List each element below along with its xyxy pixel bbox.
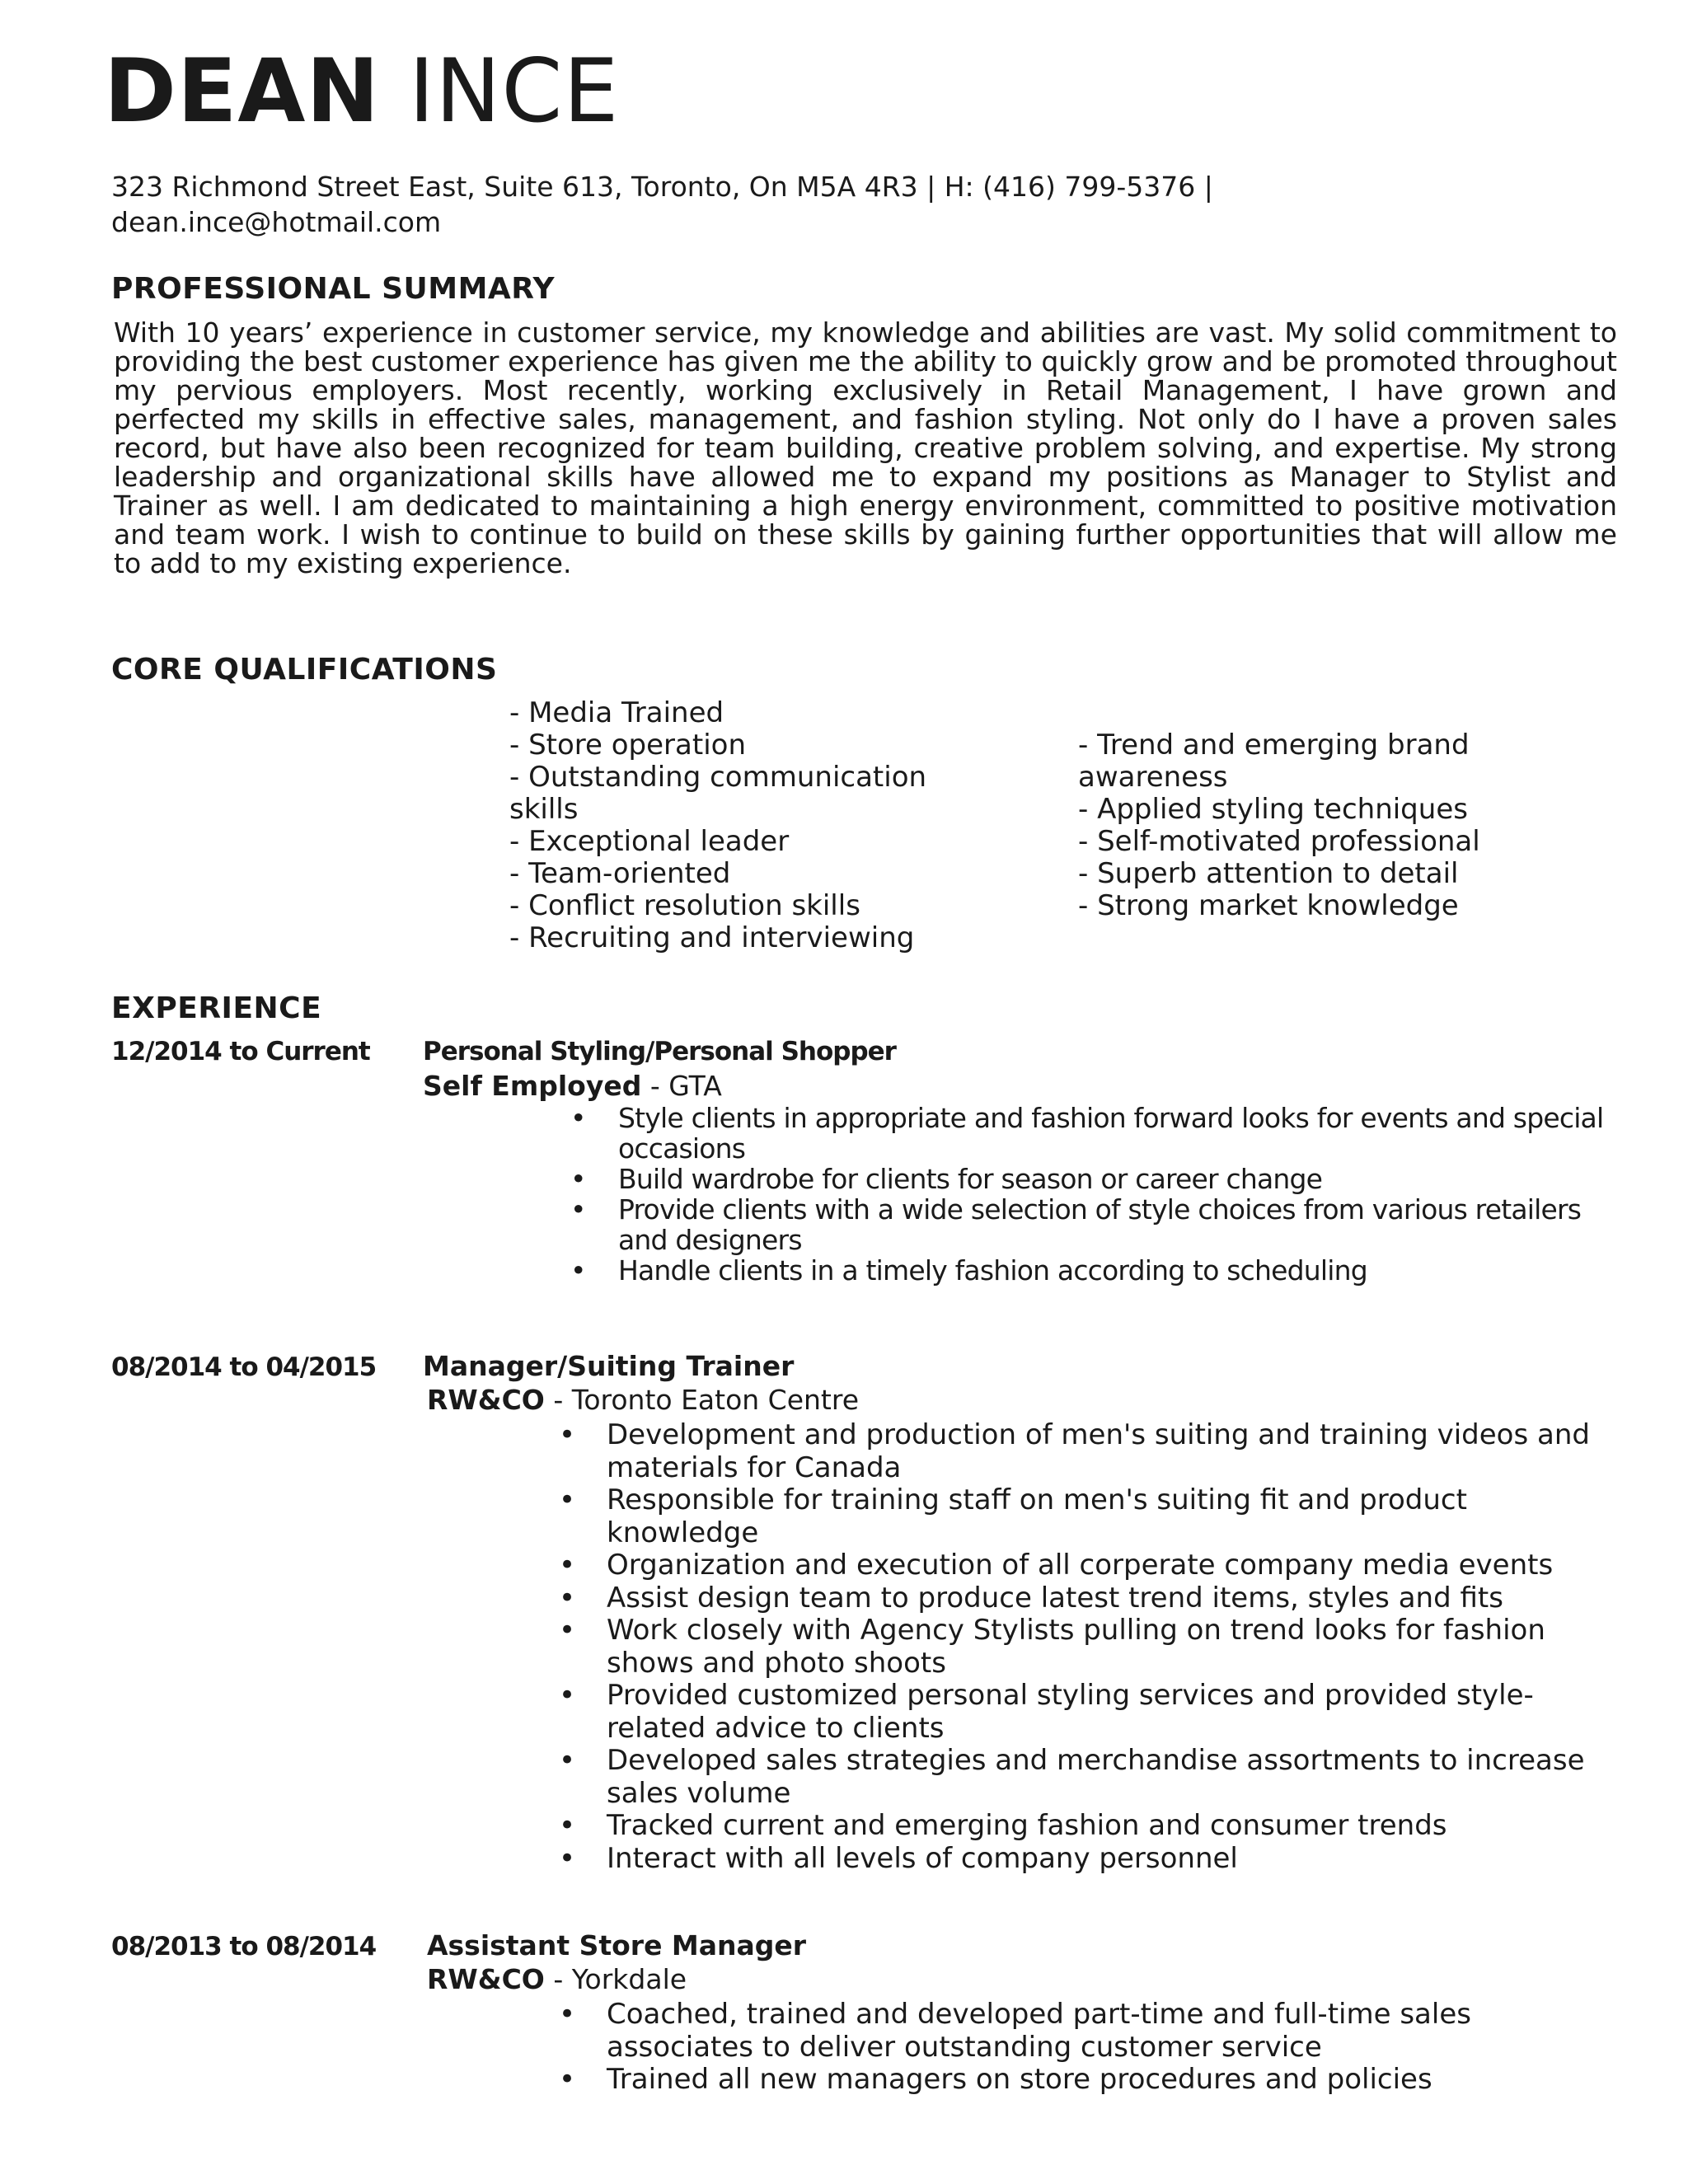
job-title: Personal Styling/Personal Shopper	[423, 1037, 896, 1066]
bullet-icon: •	[559, 1679, 576, 1712]
bullet-icon: •	[559, 1614, 576, 1647]
qualification-item: - Superb attention to detail	[1078, 857, 1459, 890]
qualification-item: - Exceptional leader	[509, 825, 790, 858]
job-company: RW&CO	[427, 1963, 545, 1995]
list-item: • Trained all new managers on store procedures and policies	[559, 2063, 1432, 2096]
list-item: • Development and production of men's suiting and training videos and materials for Canada	[559, 1418, 1590, 1484]
first-name: DEAN	[104, 40, 381, 142]
bullet-icon: •	[559, 1549, 576, 1582]
bullet-icon: •	[559, 1841, 576, 1875]
job-company-line	[427, 1384, 859, 1416]
qualifications-right-column	[1078, 729, 1540, 922]
contact-email: dean.ince@hotmail.com	[111, 206, 442, 238]
job-location: - GTA	[641, 1070, 722, 1102]
summary-text: With 10 years’ experience in customer service, my knowledge and abilities are vast. My solid commitment to providing the best customer experience has given me the ability to quickly grow and be promoted throughout my pervious employers. Most recently, working exclusively in Retail Management, I have grown and perfected my skills in effective sales, management, and fashion styling. Not only do I have a proven sales record, but have also been recognized for team building, creative problem solving, and expertise. My strong leadership and organizational skills have allowed me to expand my positions as Manager to Stylist and Trainer as well. I am dedicated to maintaining a high energy environment, committed to positive motivation and team work. I wish to continue to build on these skills by gaining further opportunities that will allow me to add to my existing experience.	[114, 316, 1617, 579]
list-item: • Style clients in appropriate and fashion forward looks for events and special occasions	[570, 1102, 1604, 1165]
bullet-icon: •	[570, 1163, 586, 1195]
qualifications-left-column	[509, 697, 971, 954]
job-company-line	[427, 1963, 687, 1995]
list-item: • Tracked current and emerging fashion and consumer trends	[559, 1809, 1447, 1842]
job-title: Assistant Store Manager	[427, 1929, 807, 1961]
list-item: • Provided customized personal styling services and provided style-related advice to clients	[559, 1679, 1534, 1745]
qualifications-heading: CORE QUALIFICATIONS	[111, 653, 498, 687]
job-company: Self Employed	[423, 1070, 642, 1102]
experience-heading: EXPERIENCE	[111, 991, 322, 1025]
bullet-icon: •	[559, 2063, 576, 2096]
job-location: - Toronto Eaton Centre	[544, 1384, 860, 1416]
list-item: • Work closely with Agency Stylists pulling on trend looks for fashion shows and photo shoots	[559, 1614, 1545, 1680]
job-duties	[570, 1102, 1624, 1286]
bullet-icon: •	[570, 1254, 586, 1286]
list-item: • Interact with all levels of company personnel	[559, 1841, 1238, 1875]
bullet-icon: •	[559, 1809, 576, 1842]
list-item: • Developed sales strategies and merchandise assortments to increase sales volume	[559, 1744, 1585, 1810]
list-item: • Coached, trained and developed part-time and full-time sales associates to deliver outstanding customer service	[559, 1998, 1471, 2064]
list-item: • Assist design team to produce latest trend items, styles and fits	[559, 1581, 1503, 1615]
job-duties	[559, 1998, 1625, 2097]
list-item: • Build wardrobe for clients for season or career change	[570, 1163, 1323, 1195]
summary-heading: PROFESSIONAL SUMMARY	[111, 272, 556, 306]
bullet-icon: •	[570, 1193, 586, 1226]
job-dates: 08/2014 to 04/2015	[111, 1352, 377, 1382]
contact-info	[111, 169, 1213, 240]
list-item: • Provide clients with a wide selection of style choices from various retailers and designers	[570, 1193, 1582, 1256]
qualification-item: - Team-oriented	[509, 857, 731, 890]
qualification-item: - Conflict resolution skills	[509, 889, 860, 922]
list-item: • Handle clients in a timely fashion according to scheduling	[570, 1254, 1367, 1286]
qualification-item: - Trend and emerging brand awareness	[1078, 729, 1470, 794]
last-name: INCE	[408, 40, 620, 142]
contact-address-phone: 323 Richmond Street East, Suite 613, Toronto, On M5A 4R3 | H: (416) 799-5376 |	[111, 171, 1213, 203]
job-company-line	[423, 1070, 722, 1102]
qualification-item: - Recruiting and interviewing	[509, 921, 915, 954]
bullet-icon: •	[559, 1998, 576, 2031]
qualification-item: - Applied styling techniques	[1078, 793, 1468, 826]
bullet-icon: •	[559, 1483, 576, 1516]
job-dates: 08/2013 to 08/2014	[111, 1932, 377, 1961]
job-duties	[559, 1418, 1625, 1875]
job-company: RW&CO	[427, 1384, 545, 1416]
bullet-icon: •	[570, 1102, 586, 1134]
qualification-item: - Media Trained	[509, 696, 724, 729]
qualification-item: - Store operation	[509, 729, 746, 762]
qualification-item: - Strong market knowledge	[1078, 889, 1459, 922]
bullet-icon: •	[559, 1581, 576, 1615]
list-item: • Responsible for training staff on men's suiting fit and product knowledge	[559, 1483, 1467, 1549]
job-dates: 12/2014 to Current	[111, 1037, 370, 1066]
qualification-item: - Self-motivated professional	[1078, 825, 1480, 858]
bullet-icon: •	[559, 1418, 576, 1451]
candidate-name	[104, 40, 620, 142]
bullet-icon: •	[559, 1744, 576, 1777]
list-item: • Organization and execution of all corperate company media events	[559, 1549, 1554, 1582]
job-location: - Yorkdale	[544, 1963, 687, 1995]
job-title: Manager/Suiting Trainer	[423, 1350, 795, 1382]
qualification-item: - Outstanding communication skills	[509, 761, 927, 826]
